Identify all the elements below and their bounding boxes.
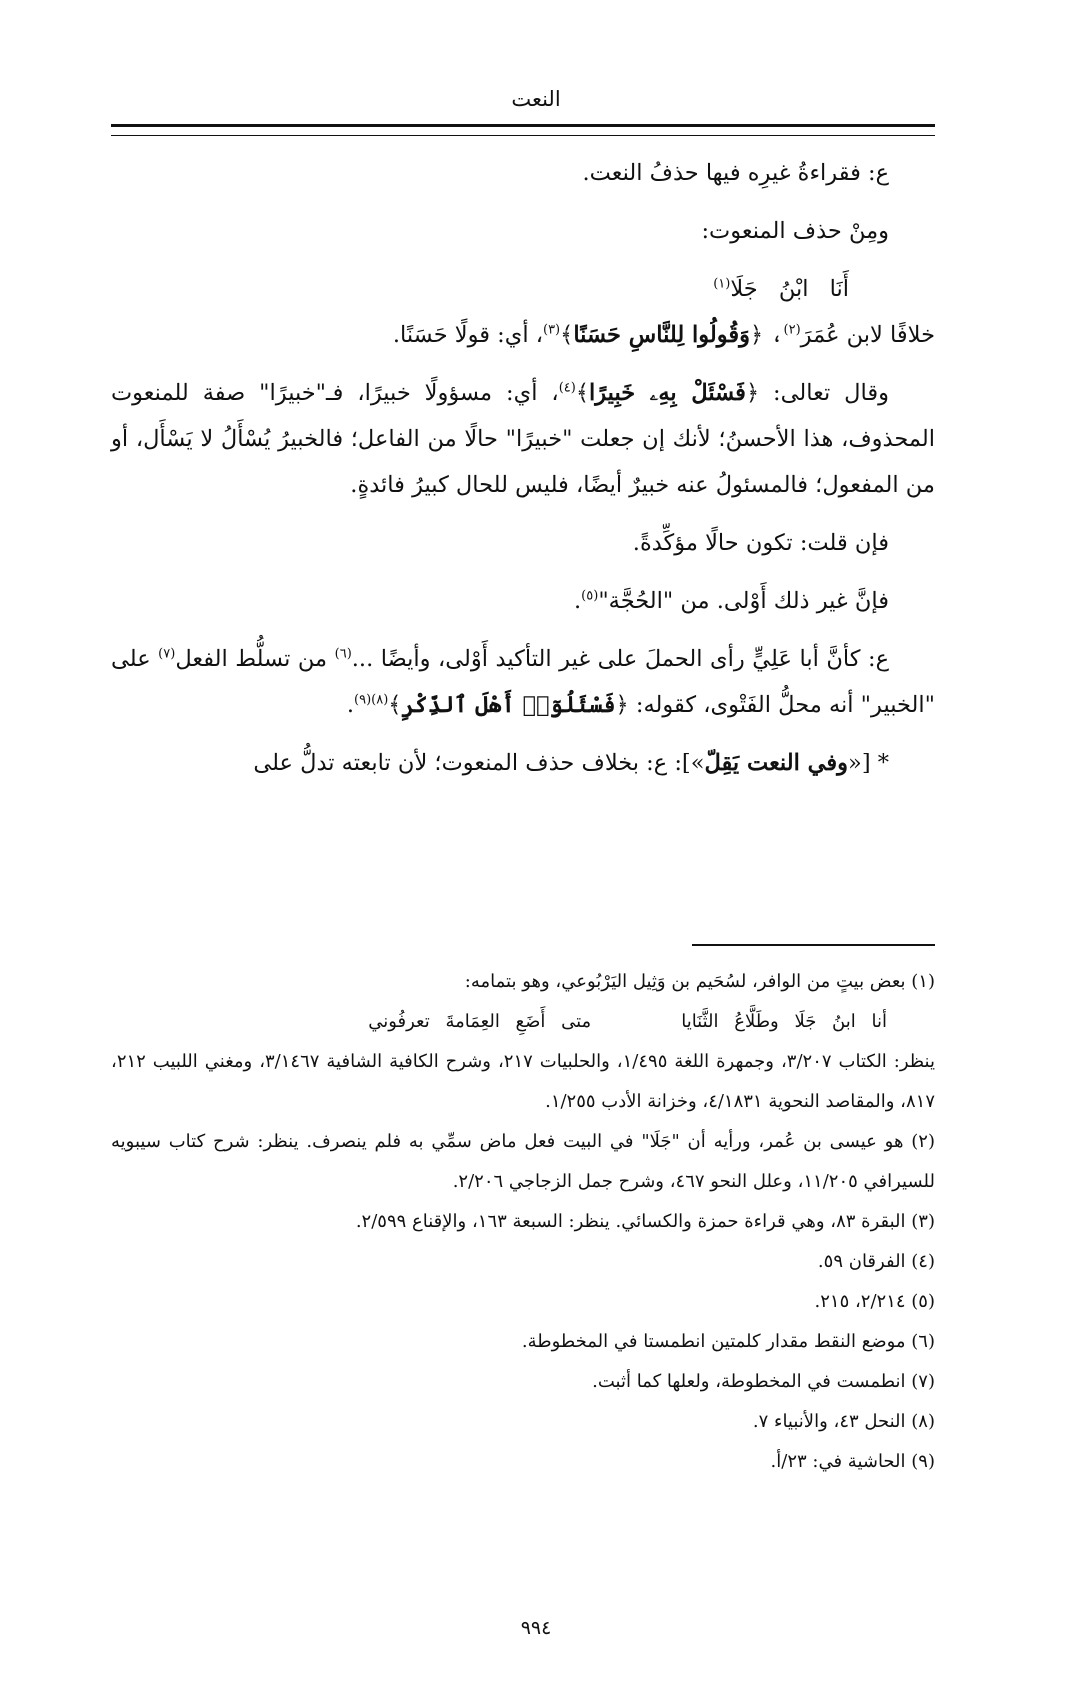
footnote-4: (٤) الفرقان ٥٩.: [817, 1251, 935, 1272]
main-text: [111, 150, 935, 786]
paragraph-1: ع: فقراءةُ غيرِه فيها حذفُ النعت.: [582, 160, 889, 186]
paragraph-3-text-d: ، أي: قولًا حَسَنًا.: [392, 322, 543, 348]
ornate-bracket-close: ﴾: [388, 692, 402, 718]
footnote-3: (٣) البقرة ٨٣، وهي قراءة حمزة والكسائي. ينظر: السبعة ١٦٣، والإقناع ٢/٥٩٩.: [355, 1211, 935, 1232]
verse-hemistich-1: أنا ابنُ جَلَا وطَلَّاعُ الثَّنَايا: [681, 1011, 887, 1032]
footnote-2: (٢) هو عيسى بن عُمر، ورأيه أن "جَلَا" في البيت فعل ماض سمِّي به فلم ينصرف. ينظر: شرح كتاب سيبويه للسيرافي ١١/٢٠٥، وعلل النحو ٤٦٧، وشرح جمل الزجاجي ٢/٢٠٦.: [111, 1131, 935, 1192]
footnote-8: (٨) النحل ٤٣، والأنبياء ٧.: [752, 1411, 935, 1432]
footnote-5: (٥) ٢/٢١٤، ٢١٥.: [814, 1291, 935, 1312]
quran-quote-1: وَقُولُوا لِلنَّاسِ حَسَنًا: [573, 322, 750, 348]
paragraph-6-text-a: فإنَّ غير ذلك أَوْلى. من "الحُجَّة": [598, 588, 889, 614]
quran-quote-2: فَسْئَلْ بِهِۦ خَبِيرًا: [589, 380, 746, 406]
footnote-ref-1: (١): [713, 276, 731, 292]
verse-text: أَنَا ابْنُ جَلَا: [730, 276, 849, 302]
footnote-7: (٧) انطمست في المخطوطة، ولعلها كما أثبت.: [592, 1371, 935, 1392]
footnote-ref-5: (٥): [581, 588, 599, 604]
paragraph-2: ومِنْ حذف المنعوت:: [701, 218, 889, 244]
ornate-bracket-close: ﴾: [560, 322, 574, 348]
footnotes: [111, 962, 935, 1482]
header-rule-thin: [111, 135, 935, 136]
footnote-1-verse: [111, 1002, 935, 1042]
footnote-ref-7: (٧): [158, 646, 176, 662]
paragraph-4: [111, 370, 935, 508]
quran-quote-3: فَسْئَلُوٓا۟ أَهْلَ ٱلذِّكْرِ: [401, 692, 616, 718]
paragraph-7-text-b: من تسلُّط الفعل: [175, 646, 335, 672]
header-rule-thick: [111, 124, 935, 127]
footnote-1-references: ينظر: الكتاب ٣/٢٠٧، وجمهرة اللغة ١/٤٩٥، والحلبيات ٢١٧، وشرح الكافية الشافية ٣/١٤٦٧، ومغني اللبيب ٢١٢، ٨١٧، والمقاصد النحوية ٤/١٨٣١، وخزانة الأدب ١/٢٥٥.: [111, 1051, 935, 1112]
paragraph-3: [111, 312, 935, 358]
paragraph-7: [111, 636, 935, 728]
paragraph-7-text-e: .: [346, 692, 355, 718]
footnote-9: (٩) الحاشية في: ٢٣/أ.: [770, 1451, 935, 1472]
paragraph-8: [111, 740, 935, 786]
running-head: النعت: [511, 87, 561, 111]
footnote-6: (٦) موضع النقط مقدار كلمتين انطمستا في المخطوطة.: [521, 1331, 935, 1352]
footnote-ref-8-9: (٨)(٩): [354, 692, 389, 708]
paragraph-8-text-b: »]: ع: بخلاف حذف المنعوت؛ لأن تابعته تدلُّ على: [253, 750, 705, 776]
footnote-ref-6: (٦): [334, 646, 352, 662]
footnote-ref-3: (٣): [542, 322, 561, 338]
ornate-bracket-open: ، ﴿: [750, 322, 784, 348]
paragraph-5: فإن قلت: تكون حالًا مؤكِّدةً.: [632, 530, 889, 556]
paragraph-6: [111, 578, 935, 624]
paragraph-6-text-b: .: [574, 588, 582, 614]
paragraph-3-text-a: خلافًا لابن عُمَرَ: [800, 322, 935, 348]
ornate-bracket-close: ﴾: [575, 380, 590, 406]
paragraph-7-text-c: على "الخبير" أنه محلُّ الفَتْوى، كقوله: ﴿: [111, 646, 935, 718]
page-number: ٩٩٤: [520, 1617, 552, 1639]
paragraph-4-text-c: ، أي: مسؤولًا خبيرًا، فـ"خبيرًا" صفة للمنعوت المحذوف، هذا الأحسنُ؛ لأنك إن جعلت "خبيرًا" حالًا من الفاعل؛ فالخبيرُ يُسْأَلُ لا يَسْأَل، أو من المفعول؛ فالمسئولُ عنه خبيرٌ أيضًا، فليس للحال كبيرُ فائدةٍ.: [111, 380, 935, 498]
footnote-separator: [692, 944, 935, 946]
footnote-ref-2: (٢): [783, 322, 801, 338]
paragraph-8-bold-heading: وفي النعت يَقِلّ: [704, 750, 849, 776]
verse-quote: [111, 266, 935, 312]
verse-hemistich-2: متى أَضَعِ العِمَامةَ تعرفُوني: [368, 1011, 592, 1032]
footnote-1: (١) بعض بيتٍ من الوافر، لسُحَيم بن وَثِيل اليَرْبُوعي، وهو بتمامه:: [464, 971, 935, 992]
footnote-ref-4: (٤): [558, 380, 576, 396]
paragraph-7-text-a: ع: كأنَّ أبا عَلِيٍّ رأى الحملَ على غير التأكيد أَوْلى، وأيضًا ...: [351, 646, 889, 672]
paragraph-8-text-a: * [«: [848, 750, 889, 776]
paragraph-4-text-a: وقال تعالى: ﴿: [745, 380, 889, 406]
